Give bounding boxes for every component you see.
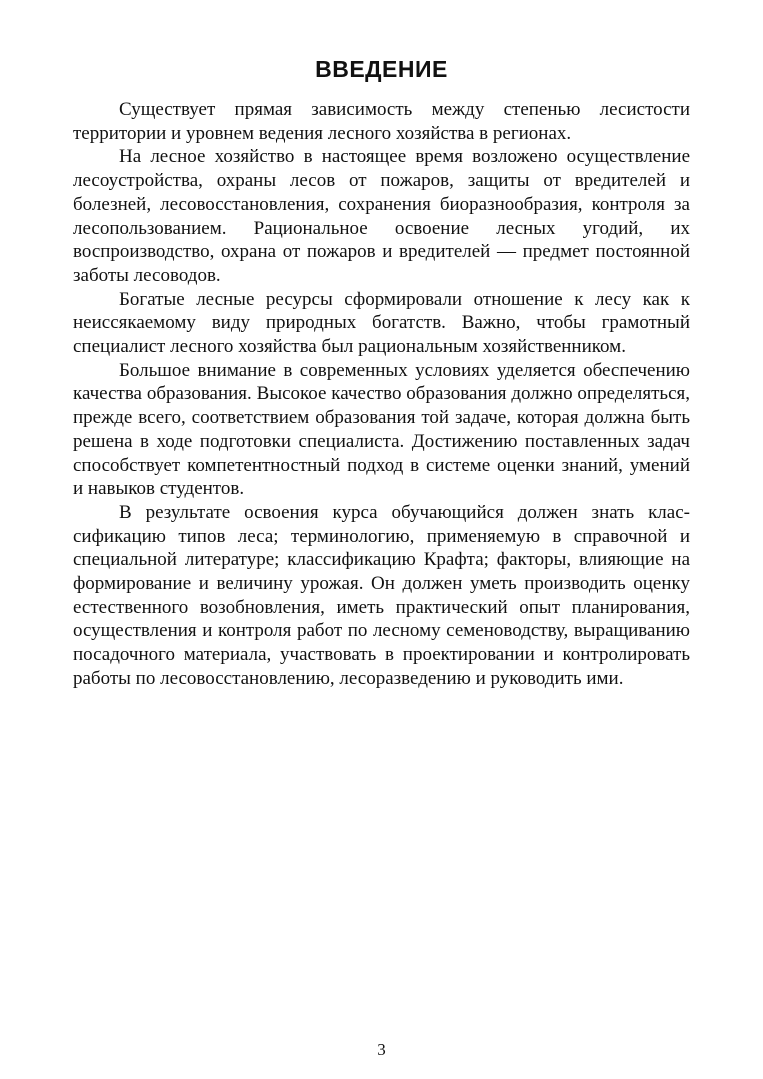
- paragraph-5: В результате освоения курса обучающийся должен знать классификацию типов леса; терминологию, применяемую в справочной и специальной литературе; классификацию Крафта; факторы, влияющие на формирование и величину урожая. Он должен уметь производить оценку естественного возобновления, иметь практический опыт планирования, осуществления и контроля работ по лесному семеноводству, выращиванию посадочного материала, участвовать в проектировании и контролировать работы по лесовосстановлению, лесоразведению и руководить ими.: [73, 501, 690, 689]
- paragraph-2: На лесное хозяйство в настоящее время возложено осуществление лесоустройства, охраны лесов от пожаров, защиты от вредителей и болезней, лесовосстановления, сохранения биоразнообразия, контроля за лесопользованием. Рациональное освоение лесных угодий, их воспроизводство, охрана от пожаров и вредителей — предмет постоянной заботы лесоводов.: [73, 146, 690, 286]
- paragraph-1: Существует прямая зависимость между степенью лесистости территории и уровнем ведения лесного хозяйства в регионах.: [73, 99, 690, 144]
- page-title: ВВЕДЕНИЕ: [315, 56, 448, 82]
- paragraph-3: Богатые лесные ресурсы сформировали отношение к лесу как к неиссякаемому виду природных богатств. Важно, чтобы грамотный специалист лесного хозяйства был рациональным хозяйственником.: [73, 288, 690, 358]
- paragraph-4: Большое внимание в современных условиях уделяется обеспечению качества образования. Высокое качество образования должно определяться, прежде всего, соответствием образования той задаче, которая должна быть решена в ходе подготовки специалиста. Достижению поставленных задач способствует компетентностный подход в системе оценки знаний, умений и навыков студентов.: [73, 359, 690, 500]
- body-text: [73, 98, 690, 691]
- page-number: 3: [377, 1040, 386, 1059]
